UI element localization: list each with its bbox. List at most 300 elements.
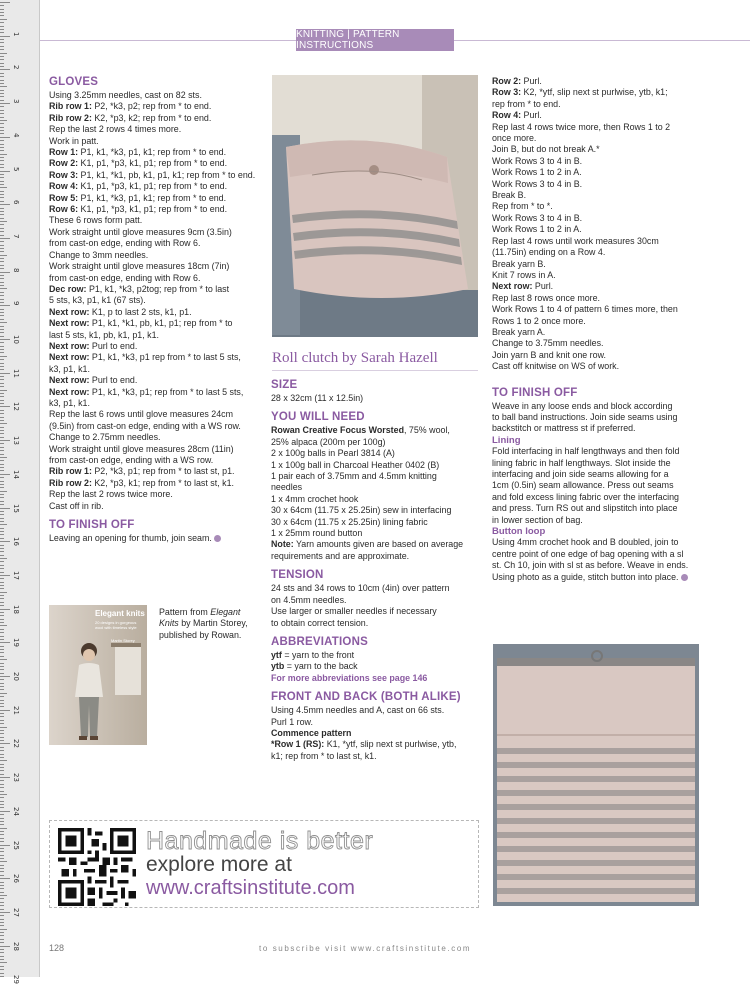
ruler-tick (0, 150, 4, 151)
ruler-tick (0, 258, 4, 259)
ruler-tick (0, 201, 4, 202)
ruler-tick (0, 90, 4, 91)
ruler-tick (0, 713, 4, 714)
ruler-tick (0, 86, 7, 87)
ruler-tick (0, 969, 4, 970)
ruler-tick (0, 524, 7, 525)
instruction-line: Rib row 1: P2, *k3, p1; rep from * to last st, p1. (49, 466, 235, 477)
instruction-line: Rep the last 2 rows twice more. (49, 489, 173, 500)
ruler-tick (0, 140, 4, 141)
ruler-tick (0, 410, 4, 411)
instruction-line: Rib row 2: K2, *p3, k2; rep from * to end. (49, 112, 212, 123)
ruler-tick (0, 497, 4, 498)
ruler-number: 11 (12, 368, 20, 378)
ruler-tick (0, 191, 4, 192)
ruler-tick (0, 663, 4, 664)
ruler-tick (0, 248, 4, 249)
materials-list (271, 425, 486, 539)
ruler-tick (0, 723, 4, 724)
ruler-tick (0, 558, 7, 559)
ruler-tick (0, 400, 4, 401)
ruler-number: 12 (12, 402, 20, 412)
ruler-tick (0, 261, 4, 262)
instruction-line: Rib row 1: P2, *k3, p2; rep from * to end. (49, 101, 212, 112)
ruler-tick (0, 605, 4, 606)
ruler-tick (0, 251, 4, 252)
ruler-tick (0, 379, 4, 380)
ruler-tick (0, 743, 10, 744)
ruler-tick (0, 622, 4, 623)
tension-line: 24 sts and 34 rows to 10cm (4in) over pattern (271, 583, 450, 594)
instruction-line: Rep the last 6 rows until glove measures 24cm (49, 409, 233, 420)
ruler-tick (0, 49, 4, 50)
ruler-number: 5 (12, 166, 20, 171)
ruler-tick (0, 9, 4, 10)
ruler-tick (0, 363, 4, 364)
ruler-tick (0, 481, 4, 482)
ruler-tick (0, 69, 10, 70)
tension-line: Use larger or smaller needles if necessary (271, 606, 437, 617)
ruler-tick (0, 76, 4, 77)
ruler-tick (0, 224, 4, 225)
ruler-tick (0, 491, 7, 492)
material-line: 1 x 25mm round button (271, 528, 363, 539)
lining-line: Fold interfacing in half lengthways and then fold (492, 446, 680, 457)
ruler-tick (0, 538, 4, 539)
ruler-tick (0, 326, 4, 327)
ruler-tick (0, 760, 7, 761)
commence-pattern-label: Commence pattern (271, 727, 352, 738)
ruler-tick (0, 801, 4, 802)
ruler-tick (0, 194, 4, 195)
ruler-tick (0, 818, 4, 819)
ruler-tick (0, 750, 4, 751)
ruler-tick (0, 592, 7, 593)
ruler-number: 2 (12, 65, 20, 70)
instruction-line: k3, p1, k1. (49, 397, 90, 408)
ruler-tick (0, 433, 4, 434)
tension-text (271, 583, 486, 629)
ruler-tick (0, 703, 4, 704)
ruler-tick (0, 59, 4, 60)
ruler-tick (0, 784, 4, 785)
instruction-line: Work Rows 1 to 2 in A. (492, 167, 582, 178)
material-line: 2 x 100g balls in Pearl 3814 (A) (271, 448, 395, 459)
ruler-number: 28 (12, 941, 20, 951)
instruction-line: Work straight until glove measures 9cm (3.5in) (49, 226, 232, 237)
ruler-tick (0, 578, 4, 579)
ruler-tick (0, 531, 4, 532)
instruction-line: Join B, but do not break A.* (492, 144, 600, 155)
book-cover-title: Elegant knits (95, 609, 145, 618)
ruler-tick (0, 177, 4, 178)
ruler-tick (0, 747, 4, 748)
abbr-ytb: ytb = yarn to the back (271, 661, 358, 672)
gloves-column (49, 76, 264, 544)
ruler-tick (0, 585, 4, 586)
ruler-tick (0, 514, 4, 515)
ruler-tick (0, 329, 4, 330)
size-heading: SIZE (271, 379, 298, 391)
ruler-tick (0, 740, 4, 741)
ruler-tick (0, 454, 4, 455)
ruler-tick (0, 376, 4, 377)
ruler-tick (0, 528, 4, 529)
fb-row-1: *Row 1 (RS): K1, *ytf, slip next st purlwise, ytb, (271, 739, 457, 750)
ruler-tick (0, 807, 4, 808)
instruction-line: Work in patt. (49, 135, 99, 146)
ruler-tick (0, 845, 10, 846)
finish-text (492, 401, 707, 435)
button-loop-text (492, 537, 707, 583)
ruler-tick (0, 898, 4, 899)
ruler-tick (0, 565, 4, 566)
ruler-tick (0, 636, 4, 637)
instruction-line: Work Rows 3 to 4 in B. (492, 178, 583, 189)
ruler-tick (0, 797, 4, 798)
ruler-tick (0, 208, 4, 209)
lining-line: and fold excess lining fabric over the interfacing (492, 491, 679, 502)
ruler-tick (0, 568, 4, 569)
ruler-number: 1 (12, 31, 20, 37)
instruction-line: Change to 3.75mm needles. (492, 338, 604, 349)
instruction-line: Knit 7 rows in A. (492, 269, 556, 280)
instruction-line: Row 2: K1, p1, *p3, k1, p1; rep from * to end. (49, 158, 228, 169)
instruction-line: Next row: Purl. (492, 281, 554, 292)
ruler-number: 18 (12, 604, 20, 614)
ruler-tick (0, 508, 10, 509)
tension-line: to obtain correct tension. (271, 617, 369, 628)
ruler-tick (0, 882, 4, 883)
ruler-tick (0, 959, 4, 960)
instruction-line: Row 6: K1, p1, *p3, k1, p1; rep from * to end. (49, 204, 228, 215)
clutch-instructions (492, 76, 707, 373)
header-rule-left (40, 40, 296, 41)
ruler-number: 21 (12, 705, 20, 715)
ruler-tick (0, 255, 7, 256)
ruler-tick (0, 754, 4, 755)
material-line: 30 x 64cm (11.75 x 25.25in) lining fabric (271, 516, 428, 527)
ruler-tick (0, 737, 4, 738)
ruler-tick (0, 417, 4, 418)
ruler-tick (0, 669, 4, 670)
ruler-tick (0, 929, 7, 930)
ruler-tick (0, 935, 4, 936)
ruler-tick (0, 211, 4, 212)
finish-line: Weave in any loose ends and block according (492, 400, 673, 411)
instruction-line: Row 3: K2, *ytf, slip next st purlwise, ytb, k1; (492, 87, 668, 98)
ruler-tick (0, 700, 4, 701)
size-text: 28 x 32cm (11 x 12.5in) (271, 393, 364, 403)
instruction-line: Next row: Purl to end. (49, 375, 138, 386)
ruler-tick (0, 305, 10, 306)
ruler-tick (0, 366, 4, 367)
instruction-line: Row 5: P1, k1, *k3, p1, k1; rep from * to end. (49, 192, 227, 203)
ruler-tick (0, 602, 4, 603)
instruction-line: k3, p1, k1. (49, 363, 90, 374)
ruler-tick (0, 905, 4, 906)
ruler-tick (0, 814, 4, 815)
ruler-tick (0, 423, 7, 424)
ruler-number: 20 (12, 672, 20, 681)
qr-code-icon[interactable] (58, 828, 136, 906)
note-text: Note: Yarn amounts given are based on average (271, 539, 464, 550)
ruler-tick (0, 113, 4, 114)
ruler-tick (0, 15, 4, 16)
ruler-tick (0, 282, 4, 283)
ruler-tick (0, 450, 4, 451)
ruler-tick (0, 228, 4, 229)
instruction-line: 5 sts, k3, p1, k1 (67 sts). (49, 295, 146, 306)
caption-rule (272, 370, 478, 371)
ruler-tick (0, 780, 4, 781)
instruction-line: Row 4: K1, p1, *p3, k1, p1; rep from * to end. (49, 181, 228, 192)
ruler-tick (0, 103, 10, 104)
ruler-tick (0, 120, 7, 121)
lining-line: interfacing and join side seams allowing for a (492, 469, 669, 479)
ruler-tick (0, 632, 4, 633)
clutch-finish-heading: TO FINISH OFF (492, 386, 578, 399)
instruction-line: Work Rows 1 to 4 of pattern 6 times more, then (492, 304, 678, 315)
page-number: 128 (49, 943, 65, 953)
ruler-tick (0, 767, 4, 768)
ruler-tick (0, 322, 7, 323)
ruler-tick (0, 777, 10, 778)
clutch-column (271, 379, 486, 762)
ruler-tick (0, 595, 4, 596)
ruler-tick (0, 117, 4, 118)
instruction-line: last 5 sts, k1, pb, k1, p1, k1. (49, 329, 160, 340)
ruler-tick (0, 356, 7, 357)
ruler-tick (0, 518, 4, 519)
ruler-tick (0, 575, 10, 576)
ruler-tick (0, 245, 4, 246)
ruler-tick (0, 26, 4, 27)
instruction-line: Join yarn B and knit one row. (492, 349, 606, 360)
lining-heading: Lining (492, 434, 521, 446)
ruler-tick (0, 484, 4, 485)
more-abbreviations-link[interactable]: For more abbreviations see page 146 (271, 672, 428, 683)
ruler-tick (0, 278, 4, 279)
ruler-tick (0, 922, 4, 923)
ruler-number: 23 (12, 773, 20, 783)
ruler-tick (0, 295, 4, 296)
ruler-tick (0, 858, 4, 859)
instruction-line: Row 1: P1, k1, *k3, p1, k1; rep from * to end. (49, 147, 227, 158)
button-loop-line: st. Ch 10, join with sl st as before. Weave in ends. (492, 560, 689, 571)
ruler-tick (0, 861, 7, 862)
clutch-caption: Roll clutch by Sarah Hazell (272, 350, 438, 366)
instruction-line: Cast off in rib. (49, 500, 104, 511)
ruler-tick (0, 197, 4, 198)
instruction-line: Row 3: P1, k1, *k1, pb, k1, p1, k1; rep from * to end. (49, 169, 256, 180)
fb-line-1: Using 4.5mm needles and A, cast on 66 sts. (271, 705, 445, 716)
ruler-tick (0, 440, 10, 441)
promo-tagline: Handmade is better (146, 827, 374, 855)
instruction-line: Work straight until glove measures 28cm (11in) (49, 443, 234, 454)
ruler-tick (0, 609, 10, 610)
ruler-tick (0, 413, 4, 414)
ruler-tick (0, 956, 4, 957)
book-cover-subtitle: 20 designs in gorgeous wool with timeless style (95, 620, 137, 630)
ruler-tick (0, 865, 4, 866)
ruler-tick (0, 855, 4, 856)
ruler-number: 25 (12, 840, 20, 850)
ruler-tick (0, 834, 4, 835)
ruler-tick (0, 730, 4, 731)
ruler-number: 6 (12, 200, 20, 205)
instruction-line: Row 4: Purl. (492, 110, 542, 121)
ruler-tick (0, 545, 4, 546)
ruler-tick (0, 521, 4, 522)
end-dot-icon (214, 535, 221, 542)
ruler-tick (0, 639, 4, 640)
button-loop-line: Using photo as a guide, stitch button into place. (492, 572, 707, 583)
promo-subtitle: explore more at (146, 853, 292, 876)
instruction-line: Dec row: P1, k1, *k3, p2tog; rep from * to last (49, 283, 230, 294)
button-loop-line: Using 4mm crochet hook and B doubled, join to (492, 537, 679, 548)
ruler-tick (0, 292, 4, 293)
ruler-number: 14 (12, 469, 20, 479)
ruler-tick (0, 673, 4, 674)
ruler-number: 8 (12, 267, 20, 273)
ruler-tick (0, 147, 4, 148)
footer-subscribe-text[interactable]: to subscribe visit www.craftsinstitute.com (259, 944, 472, 953)
ruler-tick (0, 794, 7, 795)
ruler-tick (0, 130, 4, 131)
ruler-tick (0, 39, 4, 40)
ruler-tick (0, 315, 4, 316)
instruction-line: Work Rows 3 to 4 in B. (492, 155, 583, 166)
ruler-tick (0, 474, 10, 475)
ruler-tick (0, 841, 4, 842)
material-line: 30 x 64cm (11.75 x 25.25in) sew in interfacing (271, 505, 452, 516)
ruler-tick (0, 949, 4, 950)
lining-line: 1cm (0.5in) seam allowance. Press out seams (492, 480, 674, 491)
instruction-line: Cast off knitwise on WS of work. (492, 361, 620, 372)
ruler-tick (0, 696, 4, 697)
ruler-tick (0, 241, 4, 242)
ruler-tick (0, 686, 4, 687)
ruler-tick (0, 501, 4, 502)
ruler-tick (0, 885, 4, 886)
ruler-tick (0, 265, 4, 266)
ruler-tick (0, 420, 4, 421)
ruler-tick (0, 221, 7, 222)
ruler-tick (0, 946, 10, 947)
instruction-line: Work straight until glove measures 18cm (7in) (49, 261, 230, 272)
lining-text (492, 446, 707, 526)
instruction-line: Rep last 4 rows until work measures 30cm (492, 235, 659, 246)
ruler-tick (0, 804, 4, 805)
instruction-line: Change to 2.75mm needles. (49, 432, 161, 443)
button-loop-heading: Button loop (492, 526, 546, 538)
ruler-tick (0, 716, 4, 717)
section-header: KNITTING | PATTERN INSTRUCTIONS (296, 29, 454, 51)
ruler-tick (0, 821, 4, 822)
ruler-tick (0, 460, 4, 461)
header-rule-right (454, 40, 750, 41)
ruler-number: 16 (12, 537, 20, 547)
instruction-line: Next row: P1, k1, *k3, p1 rep from * to last 5 sts, (49, 352, 241, 363)
ruler-tick (0, 342, 4, 343)
ruler-tick (0, 962, 7, 963)
ruler-number: 22 (12, 739, 20, 749)
ruler-tick (0, 683, 4, 684)
instruction-line: Next row: P1, k1, *k1, pb, k1, p1; rep from * to (49, 318, 233, 329)
instruction-line: Break B. (492, 190, 527, 201)
fb-row-1-cont: k1; rep from * to last st, k1. (271, 750, 377, 761)
ruler-tick (0, 93, 4, 94)
button-loop-line: centre point of one edge of bag opening with a sl (492, 548, 684, 559)
instruction-line: Next row: Purl to end. (49, 340, 138, 351)
promo-website-link[interactable]: www.craftsinstitute.com (146, 877, 355, 899)
ruler-tick (0, 32, 4, 33)
instruction-line: from cast-on edge, ending with Row 6. (49, 238, 201, 249)
ruler-tick (0, 625, 7, 626)
ruler-tick (0, 902, 4, 903)
ruler-tick (0, 548, 4, 549)
ruler-tick (0, 386, 4, 387)
ruler-tick (0, 332, 4, 333)
material-line: Rowan Creative Focus Worsted, 75% wool, (271, 425, 450, 436)
ruler-number: 26 (12, 874, 20, 884)
ruler-tick (0, 824, 4, 825)
instruction-line: Rep the last 2 rows 4 times more. (49, 124, 182, 135)
book-cover-author: Martin Storey (111, 638, 135, 643)
ruler-tick (0, 892, 4, 893)
ruler-tick (0, 909, 4, 910)
ruler-tick (0, 144, 4, 145)
front-back-heading: FRONT AND BACK (BOTH ALIKE) (271, 691, 461, 704)
ruler-tick (0, 383, 4, 384)
tension-line: on 4.5mm needles. (271, 594, 347, 605)
ruler-tick (0, 582, 4, 583)
ruler-tick (0, 733, 4, 734)
ruler-tick (0, 679, 4, 680)
ruler-number: 3 (12, 99, 20, 104)
material-line: 1 pair each of 3.75mm and 4.5mm knitting (271, 471, 437, 482)
ruler-tick (0, 811, 10, 812)
ruler-tick (0, 352, 4, 353)
ruler-tick (0, 336, 4, 337)
gloves-heading: GLOVES (49, 76, 99, 88)
material-line: needles (271, 482, 303, 493)
ruler-tick (0, 973, 4, 974)
ruler-tick (0, 218, 4, 219)
ruler-tick (0, 63, 4, 64)
ruler-tick (0, 181, 4, 182)
ruler-tick (0, 373, 10, 374)
ruler-number: 15 (12, 503, 20, 513)
ruler-tick (0, 19, 7, 20)
ruler-tick (0, 406, 10, 407)
ruler-number: 13 (12, 436, 20, 446)
instruction-line: rep from * to end. (492, 98, 561, 109)
ruler-tick (0, 127, 4, 128)
ruler-tick (0, 706, 4, 707)
material-line: 25% alpaca (200m per 100g) (271, 436, 386, 447)
ruler-tick (0, 676, 10, 677)
ruler-tick (0, 427, 4, 428)
ruler-tick (0, 157, 4, 158)
roll-clutch-photo (272, 75, 478, 337)
instruction-line: Rep last 8 rows once more. (492, 292, 601, 303)
ruler-tick (0, 487, 4, 488)
ruler-tick (0, 659, 7, 660)
ruler-tick (0, 511, 4, 512)
ruler-tick (0, 828, 7, 829)
